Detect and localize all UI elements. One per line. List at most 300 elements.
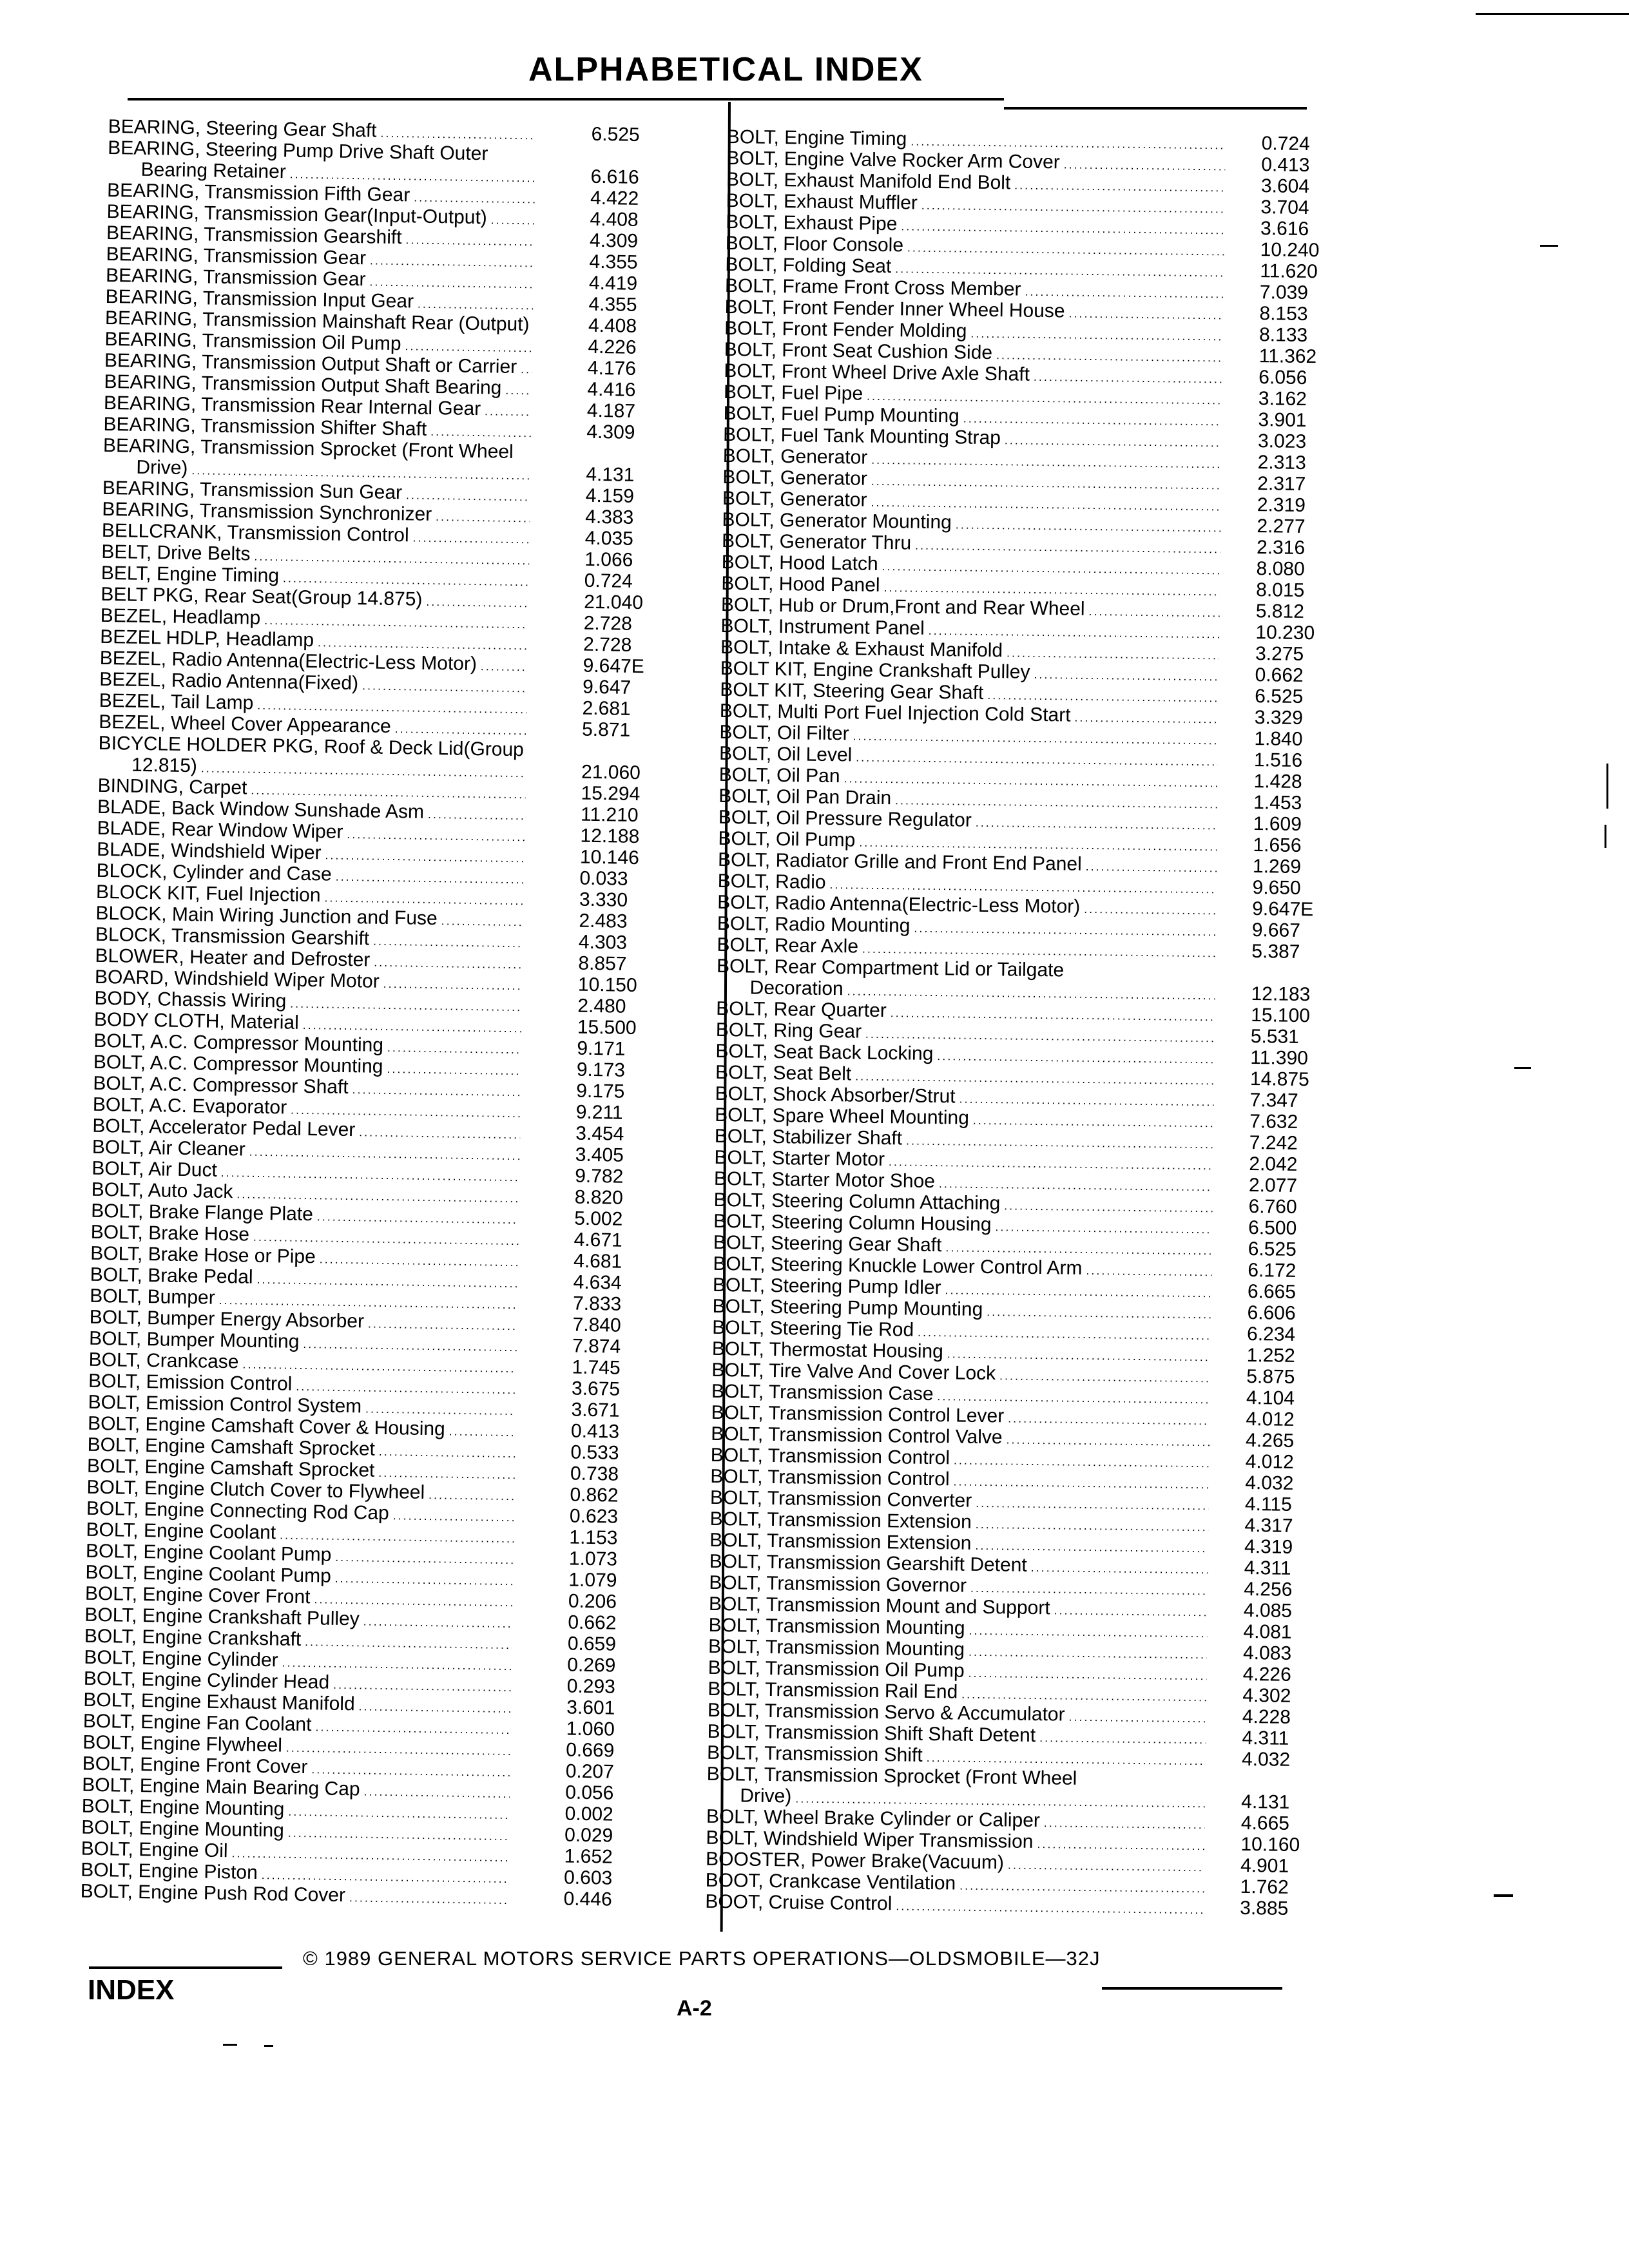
entry-reference: 2.728 xyxy=(583,633,632,656)
entry-reference: 9.647 xyxy=(582,676,631,698)
entry-label: BLADE, Windshield Wiper xyxy=(96,838,322,864)
entry-reference: 3.275 xyxy=(1255,643,1304,665)
entry-label: BICYCLE HOLDER PKG, Roof & Deck Lid(Group xyxy=(98,732,525,761)
entry-reference: 2.277 xyxy=(1257,515,1306,538)
entry-label: BOLT, Spare Wheel Mounting xyxy=(715,1104,970,1129)
entry-label: BOLT, Brake Pedal xyxy=(90,1264,253,1288)
entry-label: BOLT, Exhaust Pipe xyxy=(725,211,898,235)
entry-reference: 4.176 xyxy=(587,357,637,380)
entry-reference: 10.240 xyxy=(1260,239,1320,262)
entry-label: BOLT, Starter Motor xyxy=(714,1146,885,1171)
entry-reference: 4.419 xyxy=(588,272,638,294)
entry-reference: 9.647E xyxy=(583,655,645,678)
entry-label: BOLT, Rear Axle xyxy=(717,934,859,957)
entry-label: BOLT, Engine Exhaust Manifold xyxy=(83,1689,355,1715)
entry-label: BEZEL, Wheel Cover Appearance xyxy=(98,711,392,738)
entry-reference: 4.408 xyxy=(588,314,637,337)
entry-label: BOLT, Tire Valve And Cover Lock xyxy=(711,1359,996,1385)
entry-label: BOLT, Transmission Control xyxy=(710,1465,950,1490)
page-title: ALPHABETICAL INDEX xyxy=(528,51,923,88)
entry-reference: 8.857 xyxy=(578,952,627,975)
entry-reference: 5.002 xyxy=(574,1207,623,1230)
entry-reference: 4.355 xyxy=(589,251,638,273)
entry-reference: 4.012 xyxy=(1246,1408,1295,1430)
entry-reference: 0.207 xyxy=(565,1760,615,1783)
entry-reference: 3.162 xyxy=(1258,388,1307,410)
entry-label: 12.815) xyxy=(131,754,198,777)
entry-label: BOLT, Shock Absorber/Strut xyxy=(715,1082,956,1108)
entry-reference: 4.311 xyxy=(1244,1557,1291,1579)
entry-label: BOLT, Transmission Sprocket (Front Wheel xyxy=(706,1763,1077,1789)
entry-label: BOLT, Exhaust Manifold End Bolt xyxy=(726,168,1011,194)
entry-reference: 7.632 xyxy=(1249,1111,1298,1133)
entry-label: BOLT, Brake Hose or Pipe xyxy=(90,1242,316,1268)
entry-label: BEZEL, Tail Lamp xyxy=(99,689,254,714)
entry-reference: 4.012 xyxy=(1245,1450,1295,1473)
dot-leader xyxy=(349,1887,508,1911)
entry-reference: 6.234 xyxy=(1246,1323,1296,1345)
entry-reference: 4.311 xyxy=(1242,1727,1289,1749)
entry-label: BEARING, Transmission Gear(Input-Output) xyxy=(106,200,488,229)
entry-label: BEZEL, Headlamp xyxy=(100,604,261,629)
margin-mark xyxy=(1605,825,1606,848)
entry-label: BLADE, Rear Window Wiper xyxy=(97,817,343,843)
entry-label: BOLT, Engine Connecting Rod Cap xyxy=(86,1497,389,1524)
margin-mark xyxy=(1494,1894,1513,1897)
entry-label: BOLT, Transmission Case xyxy=(711,1380,934,1405)
margin-mark xyxy=(264,2045,273,2047)
entry-label: BOLT, Steering Pump Mounting xyxy=(712,1295,983,1320)
margin-mark xyxy=(223,2044,237,2046)
dot-leader xyxy=(896,1896,1204,1921)
entry-reference: 2.480 xyxy=(577,995,626,1017)
entry-label: BOLT, Front Wheel Drive Axle Shaft xyxy=(724,360,1030,385)
entry-reference: 12.183 xyxy=(1251,983,1311,1006)
entry-label: BEARING, Steering Gear Shaft xyxy=(108,116,377,142)
entry-label: BOLT, Emission Control xyxy=(88,1370,293,1395)
entry-reference: 2.728 xyxy=(583,612,633,635)
entry-reference: 4.303 xyxy=(578,931,628,954)
entry-label: BOLT, Transmission Mounting xyxy=(708,1635,965,1660)
entry-reference: 0.724 xyxy=(1261,133,1311,155)
entry-reference: 1.073 xyxy=(568,1548,618,1570)
entry-label: BOLT, Transmission Governor xyxy=(709,1571,967,1597)
entry-label: BOLT, Generator Thru xyxy=(721,530,912,554)
entry-reference: 0.293 xyxy=(566,1675,616,1698)
entry-label: BOLT, Transmission Extension xyxy=(709,1508,972,1533)
entry-reference: 6.525 xyxy=(1255,686,1304,707)
header-rule xyxy=(128,98,1004,101)
entry-reference: 8.080 xyxy=(1256,558,1305,581)
entry-label: BOLT, Engine Push Rod Cover xyxy=(80,1880,346,1907)
entry-reference: 0.033 xyxy=(579,867,628,890)
entry-label: BOLT, Transmission Extension xyxy=(709,1529,972,1554)
entry-reference: 1.652 xyxy=(564,1845,613,1868)
entry-label: BOLT, Generator xyxy=(722,487,867,511)
entry-label: BOLT, A.C. Compressor Mounting xyxy=(93,1051,383,1077)
entry-label: BOLT, Front Fender Inner Wheel House xyxy=(724,296,1065,322)
entry-reference: 7.833 xyxy=(572,1293,622,1315)
entry-label: BOLT, Transmission Servo & Accumulator xyxy=(707,1699,1065,1725)
entry-label: BOLT, Engine Crankshaft Pulley xyxy=(84,1604,360,1630)
entry-label: BOLT, Radio Mounting xyxy=(717,912,911,937)
entry-reference: 0.669 xyxy=(565,1739,615,1762)
entry-label: BEZEL HDLP, Headlamp xyxy=(100,626,314,651)
entry-label: BLADE, Back Window Sunshade Asm xyxy=(97,796,425,823)
entry-label: BELLCRANK, Transmission Control xyxy=(101,519,409,546)
entry-reference: 5.812 xyxy=(1255,601,1305,623)
section-label: INDEX xyxy=(88,1974,175,2006)
entry-reference: 3.330 xyxy=(579,889,628,911)
entry-reference: 11.620 xyxy=(1260,260,1318,283)
entry-reference: 10.146 xyxy=(579,846,640,869)
entry-label: BEARING, Transmission Fifth Gear xyxy=(106,179,410,206)
entry-reference: 0.603 xyxy=(563,1867,613,1889)
entry-label: BOLT, Transmission Mount and Support xyxy=(708,1593,1050,1619)
entry-reference: 4.681 xyxy=(573,1250,622,1273)
entry-reference: 0.738 xyxy=(570,1463,619,1485)
entry-reference: 4.085 xyxy=(1243,1599,1293,1622)
entry-label: BOLT, Air Cleaner xyxy=(92,1136,246,1160)
entry-label: BOLT, Transmission Control Lever xyxy=(711,1401,1005,1427)
entry-reference: 6.606 xyxy=(1247,1302,1296,1324)
entry-label: BEARING, Transmission Sprocket (Front Wheel xyxy=(102,434,514,463)
entry-label: BELT, Drive Belts xyxy=(101,541,251,565)
entry-reference: 2.681 xyxy=(582,697,631,720)
entry-reference: 9.211 xyxy=(575,1101,623,1124)
entry-label: BOLT, Steering Pump Idler xyxy=(712,1274,941,1299)
entry-label: BOLT, Engine Coolant Pump xyxy=(85,1540,332,1566)
entry-reference: 0.533 xyxy=(570,1441,619,1464)
entry-label: BOLT, Steering Column Attaching xyxy=(713,1189,1001,1215)
entry-reference: 7.840 xyxy=(572,1314,621,1336)
entry-reference: 4.032 xyxy=(1241,1748,1291,1771)
entry-label: BOLT, Engine Camshaft Sprocket xyxy=(87,1434,376,1460)
entry-reference: 6.525 xyxy=(591,123,640,146)
entry-reference: 3.704 xyxy=(1260,197,1309,219)
entry-reference: 4.032 xyxy=(1245,1472,1294,1494)
entry-label: BOLT, Generator xyxy=(722,445,868,468)
entry-label: BOLT KIT, Engine Crankshaft Pulley xyxy=(720,657,1030,683)
entry-reference: 7.039 xyxy=(1259,282,1309,304)
entry-label: BOLT, Exhaust Muffler xyxy=(726,189,918,214)
entry-reference: 4.115 xyxy=(1244,1493,1292,1515)
entry-label: BOLT, Windshield Wiper Transmission xyxy=(706,1827,1034,1853)
index-entry xyxy=(716,956,1329,1006)
footer-copyright: © 1989 GENERAL MOTORS SERVICE PARTS OPERATIONS—OLDSMOBILE—32J xyxy=(303,1947,1101,1970)
entry-label: BLOCK, Cylinder and Case xyxy=(96,860,332,885)
entry-label: BOLT, Front Fender Molding xyxy=(724,317,967,342)
top-corner-rule xyxy=(1476,13,1629,15)
entry-reference: 3.616 xyxy=(1260,218,1309,240)
entry-label: BOLT, Generator xyxy=(722,466,868,490)
entry-label: BOLT, Crankcase xyxy=(88,1349,239,1373)
entry-reference: 1.516 xyxy=(1253,749,1303,771)
entry-reference: 3.023 xyxy=(1257,430,1307,453)
entry-label: BOLT, Engine Coolant Pump xyxy=(85,1561,332,1587)
entry-reference: 3.901 xyxy=(1258,409,1307,432)
entry-label: BOLT, Steering Gear Shaft xyxy=(713,1231,942,1256)
entry-label: BOLT, Thermostat Housing xyxy=(711,1338,944,1363)
entry-label: Decoration xyxy=(749,977,843,1000)
entry-label: BOLT, Hood Panel xyxy=(721,572,880,596)
entry-label: BLOCK, Main Wiring Junction and Fuse xyxy=(95,902,438,930)
entry-label: Drive) xyxy=(136,456,188,479)
entry-label: BOLT, Stabilizer Shaft xyxy=(714,1125,903,1149)
entry-reference: 4.665 xyxy=(1240,1812,1290,1834)
entry-reference: 5.871 xyxy=(581,718,631,741)
entry-reference: 0.662 xyxy=(1255,664,1304,686)
entry-reference: 4.309 xyxy=(586,421,635,443)
entry-label: BOARD, Windshield Wiper Motor xyxy=(94,966,380,992)
entry-label: BOLT, Floor Console xyxy=(725,232,904,256)
entry-reference: 3.601 xyxy=(566,1696,615,1719)
entry-label: BOLT, Seat Back Locking xyxy=(715,1040,934,1065)
entry-label: BEARING, Transmission Gear xyxy=(105,264,366,291)
margin-mark xyxy=(1540,245,1558,247)
entry-label: BOLT, Brake Flange Plate xyxy=(91,1200,314,1225)
entry-reference: 4.383 xyxy=(585,506,634,528)
entry-label: BOLT, Engine Cylinder xyxy=(84,1646,278,1671)
entry-reference: 14.875 xyxy=(1249,1068,1309,1091)
entry-reference: 4.131 xyxy=(586,463,635,486)
entry-reference: 0.413 xyxy=(1261,154,1310,177)
entry-label: BLOWER, Heater and Defroster xyxy=(95,945,371,971)
entry-label: BEARING, Transmission Shifter Shaft xyxy=(103,413,427,440)
entry-reference: 11.362 xyxy=(1258,345,1317,368)
entry-reference: 1.745 xyxy=(572,1356,621,1379)
entry-reference: 11.390 xyxy=(1250,1047,1309,1070)
margin-mark xyxy=(1514,1067,1531,1069)
entry-label: BOLT, Engine Valve Rocker Arm Cover xyxy=(726,147,1060,173)
entry-reference: 2.077 xyxy=(1248,1175,1298,1196)
margin-mark xyxy=(1606,764,1608,809)
entry-label: BOLT, A.C. Evaporator xyxy=(92,1093,287,1119)
entry-label: BEARING, Steering Pump Drive Shaft Outer xyxy=(107,137,488,165)
entry-label: BOLT, Radio Antenna(Electric-Less Motor) xyxy=(717,891,1081,918)
entry-reference: 9.175 xyxy=(576,1080,625,1102)
entry-label: BOLT, Radiator Grille and Front End Panel xyxy=(717,849,1082,875)
entry-reference: 4.228 xyxy=(1242,1706,1291,1728)
entry-reference: 11.210 xyxy=(580,803,639,827)
entry-label: BOLT, Engine Main Bearing Cap xyxy=(82,1774,360,1800)
entry-label: BEARING, Transmission Output Shaft Bearing xyxy=(104,370,502,399)
entry-reference: 4.634 xyxy=(573,1271,622,1294)
index-column-left xyxy=(80,116,668,1910)
entry-reference: 4.317 xyxy=(1244,1514,1293,1537)
entry-label: BOLT, Engine Fan Coolant xyxy=(82,1710,312,1736)
entry-label: BOLT, Engine Piston xyxy=(80,1859,258,1883)
entry-label: BEARING, Transmission Gear xyxy=(106,243,367,269)
entry-reference: 0.724 xyxy=(584,570,633,592)
entry-label: BOLT, Oil Pan Drain xyxy=(718,785,892,809)
entry-reference: 6.500 xyxy=(1248,1217,1297,1239)
entry-reference: 4.355 xyxy=(588,293,637,316)
entry-label: BOLT, Emission Control System xyxy=(88,1391,362,1418)
entry-reference: 3.604 xyxy=(1260,175,1310,198)
entry-label: BOLT, Starter Motor Shoe xyxy=(713,1168,936,1193)
entry-reference: 5.875 xyxy=(1246,1365,1295,1388)
entry-label: BELT, Engine Timing xyxy=(101,562,280,587)
entry-label: BODY CLOTH, Material xyxy=(93,1008,300,1033)
entry-label: BOLT, Engine Crankshaft xyxy=(84,1625,302,1650)
entry-reference: 4.131 xyxy=(1241,1791,1290,1813)
entry-reference: 9.647E xyxy=(1252,898,1314,921)
entry-reference: 8.153 xyxy=(1259,303,1308,325)
entry-label: BOLT, Frame Front Cross Member xyxy=(724,274,1021,300)
entry-label: BOLT KIT, Steering Gear Shaft xyxy=(720,678,984,704)
entry-label: BOLT, Engine Oil xyxy=(81,1838,228,1862)
entry-label: BOLT, Fuel Pump Mounting xyxy=(723,402,960,427)
entry-reference: 0.056 xyxy=(564,1782,614,1804)
entry-reference: 3.671 xyxy=(571,1399,620,1421)
entry-reference: 4.309 xyxy=(589,229,639,252)
entry-label: BOLT, Engine Coolant xyxy=(86,1519,276,1544)
entry-label: BOLT, Transmission Gearshift Detent xyxy=(709,1550,1027,1576)
entry-label: BOLT, Transmission Mounting xyxy=(708,1614,965,1639)
entry-reference: 0.446 xyxy=(563,1888,612,1910)
footer-rule-left xyxy=(89,1966,282,1969)
entry-label: BOLT, Fuel Tank Mounting Strap xyxy=(722,423,1001,449)
entry-label: BEARING, Transmission Output Shaft or Carrier xyxy=(104,349,517,378)
entry-reference: 1.428 xyxy=(1253,771,1302,793)
entry-label: BEARING, Transmission Input Gear xyxy=(105,285,414,312)
entry-reference: 9.667 xyxy=(1251,919,1301,941)
entry-label: BOLT, Engine Timing xyxy=(726,126,907,150)
entry-reference: 2.483 xyxy=(579,910,628,932)
entry-label: BOLT, Engine Mounting xyxy=(81,1816,285,1841)
entry-reference: 4.319 xyxy=(1244,1535,1293,1558)
entry-reference: 3.675 xyxy=(571,1378,621,1400)
entry-reference: 4.408 xyxy=(590,208,639,231)
entry-reference: 7.347 xyxy=(1249,1090,1298,1111)
entry-label: BOLT, Oil Pressure Regulator xyxy=(718,806,972,831)
entry-label: BOLT, Engine Clutch Cover to Flywheel xyxy=(86,1476,425,1503)
entry-label: BOLT, Fuel Pipe xyxy=(723,381,863,405)
entry-label: BINDING, Carpet xyxy=(97,774,247,799)
entry-reference: 8.015 xyxy=(1256,579,1305,602)
entry-reference: 7.242 xyxy=(1249,1132,1298,1154)
entry-label: BELT PKG, Rear Seat(Group 14.875) xyxy=(101,583,423,610)
entry-reference: 6.760 xyxy=(1248,1196,1297,1218)
entry-label: BOLT, Engine Flywheel xyxy=(82,1731,283,1756)
entry-reference: 0.269 xyxy=(567,1654,616,1677)
entry-label: BOLT, Brake Hose xyxy=(90,1221,250,1245)
entry-reference: 15.100 xyxy=(1251,1004,1311,1027)
entry-reference: 4.422 xyxy=(590,187,639,209)
entry-label: BOLT, Transmission Control Valve xyxy=(711,1423,1003,1448)
entry-reference: 0.659 xyxy=(567,1633,617,1655)
entry-reference: 6.172 xyxy=(1248,1260,1296,1282)
entry-label: BOOT, Crankcase Ventilation xyxy=(705,1869,956,1894)
entry-reference: 1.656 xyxy=(1253,834,1302,856)
entry-reference: 4.416 xyxy=(587,378,636,401)
entry-label: BOLT, A.C. Compressor Shaft xyxy=(93,1072,349,1099)
entry-reference: 6.056 xyxy=(1258,367,1307,389)
entry-label: BLOCK KIT, Fuel Injection xyxy=(95,881,321,907)
entry-label: BOLT, Bumper Energy Absorber xyxy=(89,1306,365,1332)
entry-label: BOLT, Bumper xyxy=(89,1285,215,1309)
entry-reference: 5.387 xyxy=(1251,941,1300,963)
entry-label: BOOSTER, Power Brake(Vacuum) xyxy=(705,1848,1005,1874)
entry-reference: 6.525 xyxy=(1248,1238,1297,1260)
entry-reference: 3.454 xyxy=(575,1122,624,1145)
entry-label: BOLT, Air Duct xyxy=(92,1157,218,1181)
entry-reference: 12.188 xyxy=(580,825,640,848)
entry-reference: 0.413 xyxy=(570,1420,620,1443)
entry-reference: 4.256 xyxy=(1244,1578,1293,1600)
entry-label: BOLT, Oil Pump xyxy=(718,827,856,851)
entry-reference: 1.453 xyxy=(1253,792,1302,814)
entry-label: BOLT, Radio xyxy=(717,870,826,893)
entry-reference: 3.885 xyxy=(1240,1897,1289,1919)
entry-reference: 0.862 xyxy=(570,1484,619,1506)
entry-reference: 0.662 xyxy=(568,1611,617,1634)
entry-label: BOLT, Engine Camshaft Sprocket xyxy=(86,1455,375,1481)
entry-label: BODY, Chassis Wiring xyxy=(94,987,287,1012)
entry-reference: 1.252 xyxy=(1246,1344,1296,1367)
entry-reference: 10.150 xyxy=(577,974,637,997)
page-number: A-2 xyxy=(677,1996,712,2021)
entry-label: BLOCK, Transmission Gearshift xyxy=(95,923,370,950)
entry-label: BOLT, Front Seat Cushion Side xyxy=(724,338,993,364)
entry-label: BOLT, Oil Filter xyxy=(719,721,849,745)
entry-reference: 10.230 xyxy=(1255,622,1315,644)
index-entry xyxy=(706,1763,1319,1814)
entry-label: BOLT, Transmission Converter xyxy=(709,1486,972,1512)
entry-reference: 8.820 xyxy=(574,1186,624,1209)
entry-label: BOLT, Engine Mounting xyxy=(81,1795,285,1820)
entry-label: BOLT, Hub or Drum,Front and Rear Wheel xyxy=(720,593,1085,620)
entry-label: BOLT, Transmission Rail End xyxy=(708,1678,958,1703)
entry-label: BEARING, Transmission Sun Gear xyxy=(102,477,403,504)
entry-reference: 4.901 xyxy=(1240,1854,1289,1877)
entry-label: BOLT, Engine Front Cover xyxy=(82,1753,308,1778)
entry-reference: 0.002 xyxy=(564,1803,614,1825)
entry-label: BOLT, Engine Cover Front xyxy=(84,1582,311,1608)
entry-label: BOLT, Transmission Shift xyxy=(706,1742,923,1766)
entry-reference: 6.665 xyxy=(1247,1281,1296,1303)
header-rule-right xyxy=(1004,107,1307,110)
entry-label: BEZEL, Radio Antenna(Fixed) xyxy=(99,668,359,695)
entry-label: BOLT, Auto Jack xyxy=(91,1178,233,1203)
entry-label: BOLT, Transmission Oil Pump xyxy=(708,1657,965,1682)
entry-reference: 9.650 xyxy=(1252,877,1301,899)
entry-label: BOLT, Engine Cylinder Head xyxy=(83,1667,330,1693)
entry-reference: 4.187 xyxy=(586,399,636,422)
entry-reference: 15.500 xyxy=(577,1016,637,1039)
entry-label: BOLT, Folding Seat xyxy=(725,253,892,278)
entry-reference: 10.160 xyxy=(1240,1833,1300,1856)
entry-label: BOLT, Steering Column Housing xyxy=(713,1210,992,1236)
entry-label: BOLT, Hood Latch xyxy=(721,551,878,575)
entry-label: BOLT, Intake & Exhaust Manifold xyxy=(720,636,1003,662)
entry-label: BOLT, Rear Compartment Lid or Tailgate xyxy=(716,955,1065,981)
entry-reference: 4.302 xyxy=(1242,1684,1291,1707)
entry-label: BOLT, Multi Port Fuel Injection Cold Start xyxy=(719,700,1071,726)
entry-label: BOLT, Steering Knuckle Lower Control Arm xyxy=(713,1253,1083,1279)
entry-reference: 1.269 xyxy=(1252,856,1302,878)
entry-label: BOLT, Accelerator Pedal Lever xyxy=(92,1115,356,1141)
entry-reference: 8.133 xyxy=(1258,324,1308,347)
entry-label: Bearing Retainer xyxy=(140,159,287,183)
entry-reference: 4.083 xyxy=(1242,1642,1292,1664)
entry-label: BEARING, Transmission Synchronizer xyxy=(102,498,432,525)
entry-reference: 4.226 xyxy=(1242,1663,1291,1686)
entry-label: BOLT, Wheel Brake Cylinder or Caliper xyxy=(706,1805,1041,1832)
entry-reference: 3.405 xyxy=(575,1144,624,1166)
entry-label: BOLT, Oil Pan xyxy=(718,764,840,787)
